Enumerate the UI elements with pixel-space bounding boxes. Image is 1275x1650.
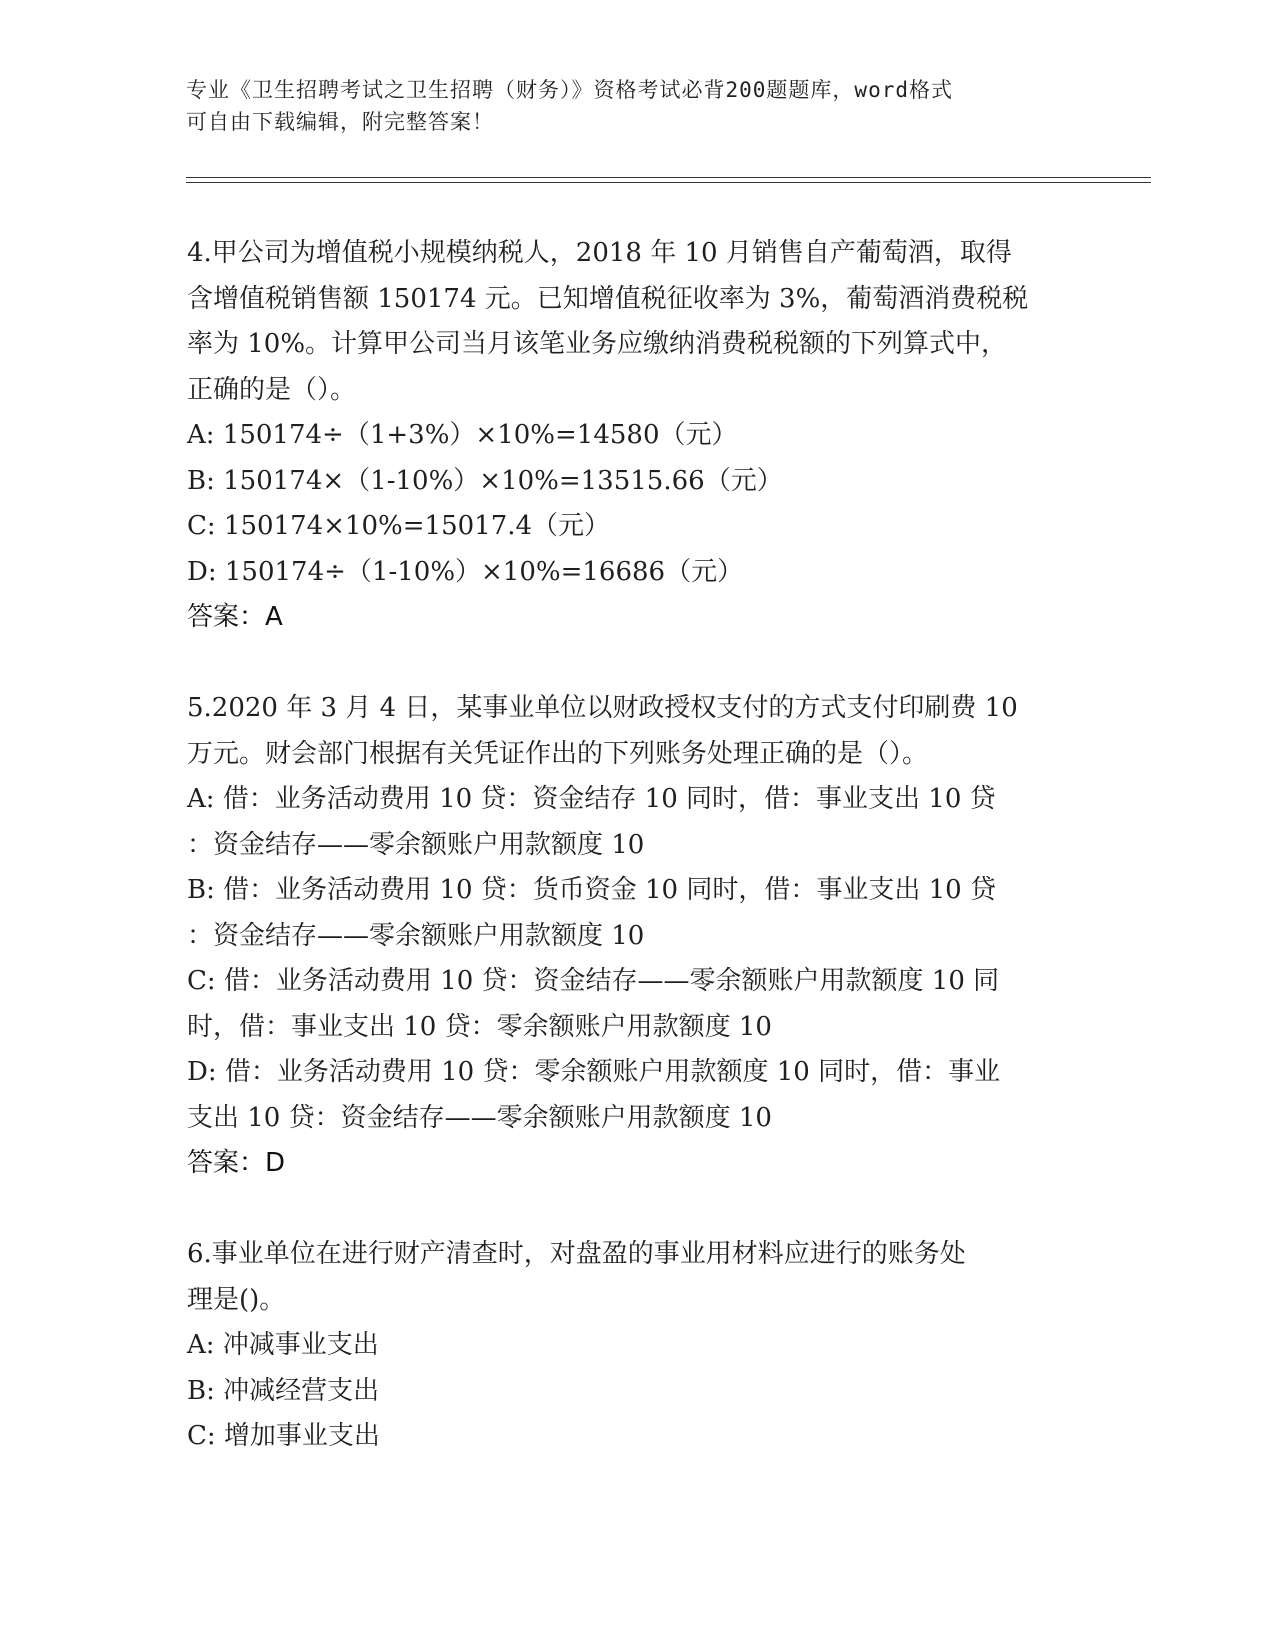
option-a-continued: ：资金结存——零余额账户用款额度 10 xyxy=(187,829,645,860)
answer-label: 答案：D xyxy=(187,1148,286,1178)
option-c: C: 150174×10%=15017.4（元） xyxy=(187,511,611,541)
question-stem-line: 正确的是（）。 xyxy=(187,374,357,405)
question-stem-line: 5.2020 年 3 月 4 日，某事业单位以财政授权支付的方式支付印刷费 10 xyxy=(187,693,1018,723)
header-line-1: 专业《卫生招聘考试之卫生招聘（财务）》资格考试必背200题题库，word格式 xyxy=(186,78,953,102)
question-4 xyxy=(187,231,1097,641)
option-a: A: 借：业务活动费用 10 贷：资金结存 10 同时，借：事业支出 10 贷 xyxy=(187,784,996,814)
question-6 xyxy=(187,1232,1097,1460)
option-c: C: 借：业务活动费用 10 贷：资金结存——零余额账户用款额度 10 同 xyxy=(187,966,1000,996)
option-a: A: 150174÷（1+3%）×10%=14580（元） xyxy=(187,420,738,450)
option-b: B: 借：业务活动费用 10 贷：货币资金 10 同时，借：事业支出 10 贷 xyxy=(187,875,996,905)
option-d: D: 150174÷（1-10%）×10%=16686（元） xyxy=(187,556,744,587)
option-a: A: 冲减事业支出 xyxy=(187,1330,379,1360)
question-stem-line: 万元。财会部门根据有关凭证作出的下列账务处理正确的是（）。 xyxy=(187,738,929,769)
answer-label: 答案：A xyxy=(187,602,283,632)
header-line-2: 可自由下载编辑，附完整答案！ xyxy=(186,110,494,134)
spacer xyxy=(187,1187,1097,1233)
option-b: B: 冲减经营支出 xyxy=(187,1375,380,1406)
question-5 xyxy=(187,686,1097,1187)
question-stem-line: 6.事业单位在进行财产清查时，对盘盈的事业用材料应进行的账务处 xyxy=(187,1239,966,1269)
option-b-continued: ：资金结存——零余额账户用款额度 10 xyxy=(187,920,645,951)
option-c-continued: 时，借：事业支出 10 贷：零余额账户用款额度 10 xyxy=(187,1011,772,1042)
question-stem-line: 4.甲公司为增值税小规模纳税人，2018 年 10 月销售自产葡萄酒，取得 xyxy=(187,238,1012,268)
question-stem-line: 理是()。 xyxy=(187,1284,286,1315)
question-list xyxy=(187,231,1097,1460)
document-header xyxy=(186,74,1086,138)
header-divider-top xyxy=(186,177,1151,178)
option-c: C: 增加事业支出 xyxy=(187,1421,380,1451)
question-stem-line: 含增值税销售额 150174 元。已知增值税征收率为 3%，葡萄酒消费税税 xyxy=(187,283,1029,314)
question-stem-line: 率为 10%。计算甲公司当月该笔业务应缴纳消费税税额的下列算式中， xyxy=(187,329,1008,359)
option-d-continued: 支出 10 贷：资金结存——零余额账户用款额度 10 xyxy=(187,1102,772,1133)
option-d: D: 借：业务活动费用 10 贷：零余额账户用款额度 10 同时，借：事业 xyxy=(187,1057,1001,1087)
spacer xyxy=(187,641,1097,687)
option-b: B: 150174×（1-10%）×10%=13515.66（元） xyxy=(187,465,783,496)
header-divider-bottom xyxy=(186,182,1151,183)
